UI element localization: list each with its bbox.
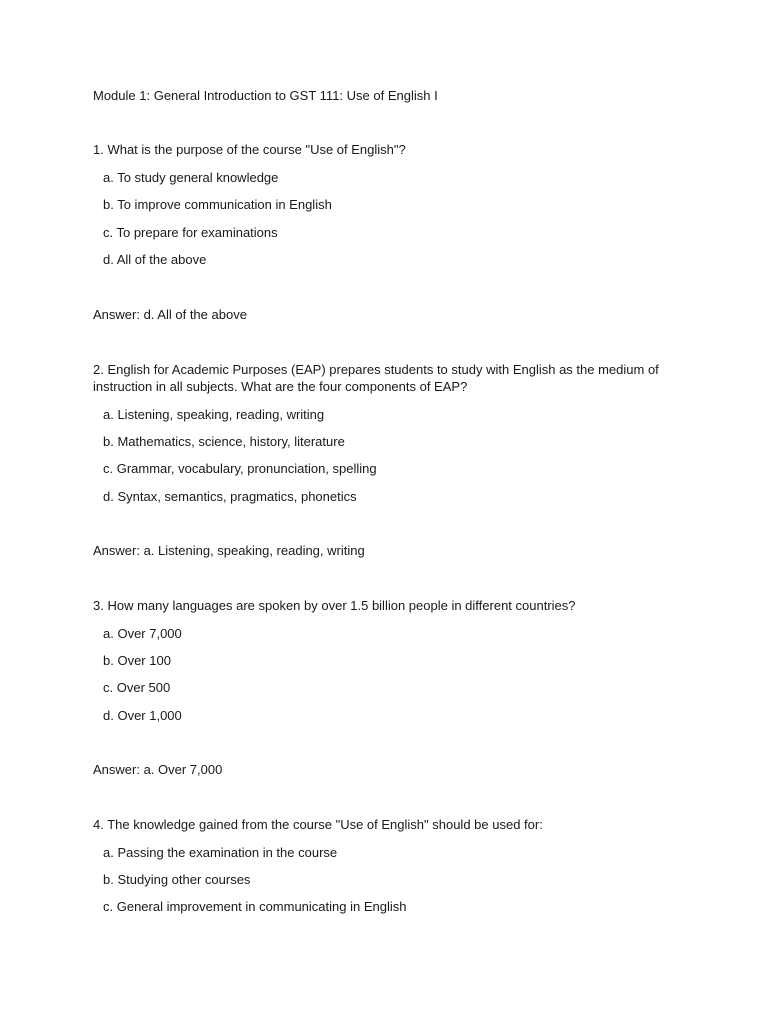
- question-3-option-a: a. Over 7,000: [103, 626, 182, 641]
- question-4-option-a: a. Passing the examination in the course: [103, 845, 338, 860]
- question-2-option-c: c. Grammar, vocabulary, pronunciation, spelling: [103, 461, 377, 476]
- question-3-answer: Answer: a. Over 7,000: [93, 762, 223, 777]
- question-1: 1. What is the purpose of the course "Use of English"?: [93, 142, 406, 157]
- document-title: Module 1: General Introduction to GST 111: Use of English I: [93, 88, 438, 103]
- question-4-option-c: c. General improvement in communicating in English: [103, 899, 407, 914]
- question-3: 3. How many languages are spoken by over 1.5 billion people in different countries?: [93, 598, 576, 613]
- question-4-option-b: b. Studying other courses: [103, 872, 251, 887]
- question-2-option-b: b. Mathematics, science, history, literature: [103, 434, 345, 449]
- question-3-option-b: b. Over 100: [103, 653, 171, 668]
- question-1-answer: Answer: d. All of the above: [93, 307, 247, 322]
- question-4: 4. The knowledge gained from the course "Use of English" should be used for:: [93, 817, 543, 832]
- question-3-option-d: d. Over 1,000: [103, 708, 182, 723]
- question-3-option-c: c. Over 500: [103, 680, 171, 695]
- question-2: 2. English for Academic Purposes (EAP) prepares students to study with English as the medium of instruction in all subjects. What are the four components of EAP?: [93, 362, 659, 394]
- question-1-option-b: b. To improve communication in English: [103, 197, 332, 212]
- question-1-option-d: d. All of the above: [103, 252, 207, 267]
- question-2-option-d: d. Syntax, semantics, pragmatics, phonetics: [103, 489, 357, 504]
- question-1-option-a: a. To study general knowledge: [103, 170, 279, 185]
- question-2-answer: Answer: a. Listening, speaking, reading, writing: [93, 543, 365, 558]
- question-2-option-a: a. Listening, speaking, reading, writing: [103, 407, 325, 422]
- question-1-option-c: c. To prepare for examinations: [103, 225, 278, 240]
